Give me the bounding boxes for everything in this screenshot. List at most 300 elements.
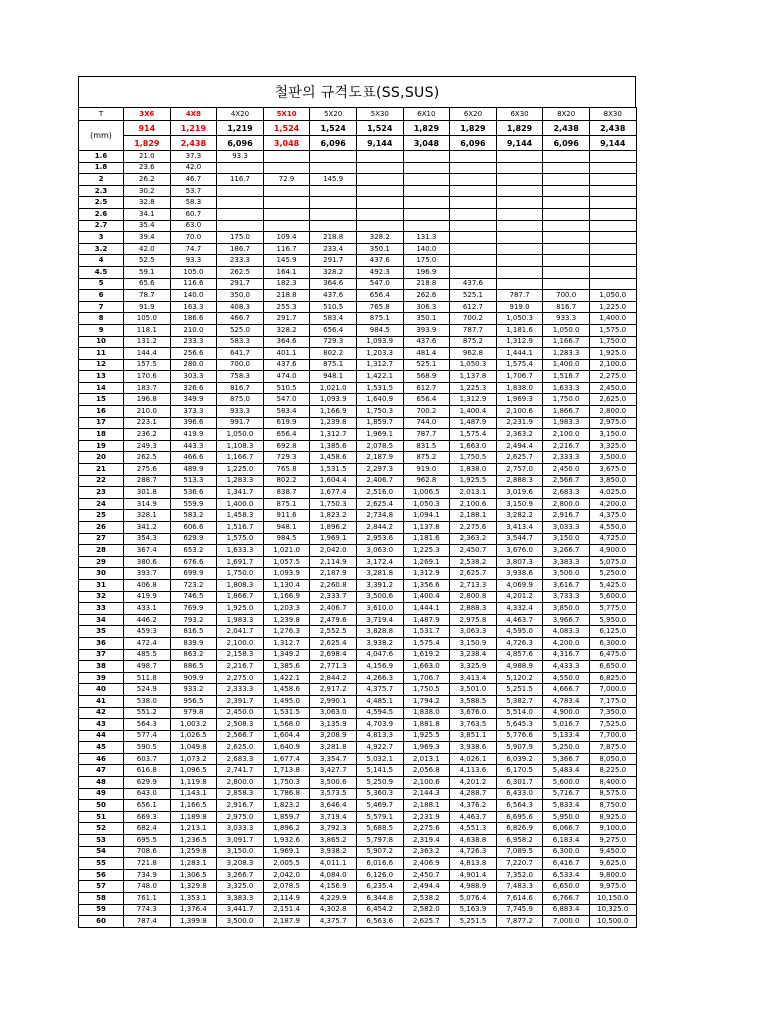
thickness-cell: 5 [79, 278, 124, 290]
weight-cell: 354.3 [124, 533, 171, 545]
weight-cell: 7,700.0 [589, 730, 636, 742]
weight-cell: 4,376.2 [450, 800, 497, 812]
weight-cell: 118.1 [124, 324, 171, 336]
weight-cell: 911.6 [263, 510, 310, 522]
weight-cell: 3,383.3 [543, 556, 590, 568]
weight-cell: 1,983.3 [217, 614, 264, 626]
weight-cell: 42.0 [124, 243, 171, 255]
size-header-row [79, 108, 637, 121]
weight-cell: 7,089.5 [496, 846, 543, 858]
thickness-cell: 3 [79, 232, 124, 244]
weight-cell: 1,531.7 [403, 626, 450, 638]
weight-cell: 656.4 [356, 290, 403, 302]
table-row [79, 232, 637, 244]
weight-cell: 787.7 [450, 324, 497, 336]
thickness-cell: 25 [79, 510, 124, 522]
weight-cell: 1,677.4 [310, 487, 357, 499]
weight-cell: 8,575.0 [589, 788, 636, 800]
weight-cell [589, 243, 636, 255]
weight-cell: 1,057.5 [263, 556, 310, 568]
page-title: 철판의 규격도표(SS,SUS) [78, 76, 636, 107]
weight-cell: 3,500.6 [310, 777, 357, 789]
weight-cell: 1,750.5 [450, 452, 497, 464]
weight-cell: 3,616.7 [543, 579, 590, 591]
weight-cell: 1,750.0 [589, 336, 636, 348]
weight-cell [450, 220, 497, 232]
weight-cell: 291.7 [217, 278, 264, 290]
weight-cell: 2,100.0 [543, 429, 590, 441]
weight-cell: 758.3 [217, 371, 264, 383]
weight-cell: 7,614.6 [496, 893, 543, 905]
weight-cell: 3,150.0 [217, 846, 264, 858]
weight-cell: 59.1 [124, 266, 171, 278]
weight-cell: 3,281.8 [356, 568, 403, 580]
thickness-cell: 21 [79, 464, 124, 476]
weight-cell: 4,726.3 [496, 637, 543, 649]
weight-cell: 492.3 [356, 266, 403, 278]
weight-cell: 116.7 [217, 174, 264, 186]
weight-cell: 583.4 [310, 313, 357, 325]
weight-cell: 489.9 [170, 464, 217, 476]
weight-cell [356, 208, 403, 220]
weight-cell: 341.2 [124, 522, 171, 534]
table-row [79, 522, 637, 534]
weight-cell: 761.1 [124, 893, 171, 905]
weight-cell: 2,144.3 [403, 788, 450, 800]
thickness-cell: 56 [79, 869, 124, 881]
weight-cell: 6,183.4 [543, 835, 590, 847]
weight-cell: 984.5 [356, 324, 403, 336]
weight-cell: 401.1 [263, 348, 310, 360]
weight-cell: 163.3 [170, 301, 217, 313]
weight-cell: 2,625.7 [496, 452, 543, 464]
weight-cell: 5,016.7 [543, 719, 590, 731]
table-row [79, 394, 637, 406]
size-header-cell: 6X10 [403, 108, 450, 121]
table-row [79, 626, 637, 638]
weight-cell: 2,494.4 [496, 440, 543, 452]
weight-cell: 3,033.3 [217, 823, 264, 835]
weight-cell: 2,450.7 [403, 869, 450, 881]
weight-cell: 510.5 [310, 301, 357, 313]
weight-cell: 1,808.3 [217, 579, 264, 591]
weight-cell: 1,750.3 [310, 498, 357, 510]
weight-cell: 1,925.0 [589, 348, 636, 360]
weight-cell [450, 232, 497, 244]
weight-cell: 3,413.4 [496, 522, 543, 534]
width-cell: 1,829 [496, 121, 543, 136]
thickness-cell: 29 [79, 556, 124, 568]
weight-cell: 218.8 [403, 278, 450, 290]
weight-cell: 3,588.5 [450, 695, 497, 707]
weight-cell: 793.2 [170, 614, 217, 626]
weight-cell: 2,100.0 [589, 359, 636, 371]
weight-cell: 875.1 [310, 359, 357, 371]
table-row [79, 765, 637, 777]
thickness-cell: 28 [79, 545, 124, 557]
weight-cell: 3,500.0 [589, 452, 636, 464]
weight-cell: 577.4 [124, 730, 171, 742]
weight-cell: 466.6 [170, 452, 217, 464]
weight-cell: 1,495.0 [263, 695, 310, 707]
weight-cell: 5,600.0 [543, 777, 590, 789]
weight-cell [496, 255, 543, 267]
thickness-cell: 32 [79, 591, 124, 603]
thickness-cell: 18 [79, 429, 124, 441]
weight-cell: 3,391.2 [356, 579, 403, 591]
weight-cell: 3,573.5 [310, 788, 357, 800]
weight-cell: 3,733.3 [543, 591, 590, 603]
table-row [79, 742, 637, 754]
thickness-cell: 49 [79, 788, 124, 800]
table-row [79, 464, 637, 476]
weight-cell: 4,011.1 [310, 858, 357, 870]
weight-cell: 5,716.7 [543, 788, 590, 800]
weight-cell: 4,375.7 [356, 684, 403, 696]
weight-cell: 4,901.4 [450, 869, 497, 881]
weight-cell: 2,975.8 [450, 614, 497, 626]
table-row [79, 719, 637, 731]
weight-cell: 3,938.2 [356, 637, 403, 649]
table-row [79, 197, 637, 209]
weight-cell [217, 185, 264, 197]
weight-cell: 5,120.2 [496, 672, 543, 684]
thickness-cell: 16 [79, 406, 124, 418]
weight-cell: 6,650.0 [589, 661, 636, 673]
weight-cell: 6,344.8 [356, 893, 403, 905]
table-row [79, 336, 637, 348]
weight-cell [496, 232, 543, 244]
weight-cell: 769.9 [170, 603, 217, 615]
weight-cell: 2,100.6 [403, 777, 450, 789]
table-row [79, 324, 637, 336]
weight-cell: 3,938.2 [310, 846, 357, 858]
weight-cell: 23.6 [124, 162, 171, 174]
table-row [79, 162, 637, 174]
weight-cell: 2,114.9 [310, 556, 357, 568]
table-row [79, 498, 637, 510]
weight-cell: 5,775.0 [589, 603, 636, 615]
weight-cell: 364.6 [263, 336, 310, 348]
thickness-cell: 40 [79, 684, 124, 696]
weight-cell: 4,316.7 [543, 649, 590, 661]
weight-cell: 1,353.1 [170, 893, 217, 905]
table-row [79, 371, 637, 383]
weight-cell: 4,813.8 [450, 858, 497, 870]
weight-cell: 5,163.9 [450, 904, 497, 916]
width-cell: 1,829 [403, 121, 450, 136]
weight-cell [310, 162, 357, 174]
weight-cell: 875.0 [217, 394, 264, 406]
weight-cell: 5,833.4 [543, 800, 590, 812]
thickness-cell: 12 [79, 359, 124, 371]
thickness-cell: 46 [79, 753, 124, 765]
thickness-cell: 8 [79, 313, 124, 325]
weight-cell [496, 185, 543, 197]
weight-cell: 2,151.4 [263, 904, 310, 916]
weight-cell: 2,231.9 [496, 417, 543, 429]
length-cell: 2,438 [170, 136, 217, 151]
table-row [79, 591, 637, 603]
weight-cell: 2,013.1 [403, 753, 450, 765]
weight-cell: 131.2 [124, 336, 171, 348]
weight-cell: 3,135.9 [310, 719, 357, 731]
weight-cell: 1,604.4 [310, 475, 357, 487]
weight-cell: 1,050.3 [403, 498, 450, 510]
weight-cell [589, 162, 636, 174]
weight-cell: 3,354.7 [310, 753, 357, 765]
weight-cell: 2,187.9 [263, 916, 310, 928]
weight-cell: 4,302.8 [310, 904, 357, 916]
table-row [79, 406, 637, 418]
weight-cell: 3,676.0 [450, 707, 497, 719]
length-cell: 3,048 [403, 136, 450, 151]
weight-cell: 3,719.4 [356, 614, 403, 626]
weight-cell [496, 208, 543, 220]
weight-cell: 4,783.4 [543, 695, 590, 707]
weight-cell: 34.1 [124, 208, 171, 220]
weight-cell: 78.7 [124, 290, 171, 302]
weight-cell: 606.6 [170, 522, 217, 534]
weight-cell: 933.3 [217, 406, 264, 418]
weight-cell: 1,021.0 [310, 382, 357, 394]
thickness-cell: 11 [79, 348, 124, 360]
weight-cell: 446.2 [124, 614, 171, 626]
table-row [79, 568, 637, 580]
weight-cell: 962.8 [403, 475, 450, 487]
thickness-cell: 10 [79, 336, 124, 348]
weight-cell: 196.9 [403, 266, 450, 278]
weight-cell: 1,531.5 [356, 382, 403, 394]
weight-cell: 1,575.0 [589, 324, 636, 336]
weight-cell: 2,566.7 [543, 475, 590, 487]
weight-cell: 802.2 [263, 475, 310, 487]
weight-cell: 6,564.3 [496, 800, 543, 812]
thickness-cell: 39 [79, 672, 124, 684]
weight-cell: 437.6 [263, 359, 310, 371]
weight-cell: 1,356.6 [403, 579, 450, 591]
weight-cell: 393.7 [124, 568, 171, 580]
weight-cell: 3,500.0 [217, 916, 264, 928]
weight-cell [589, 232, 636, 244]
weight-cell [217, 208, 264, 220]
weight-cell: 393.9 [403, 324, 450, 336]
weight-cell: 175.0 [217, 232, 264, 244]
weight-cell: 4,666.7 [543, 684, 590, 696]
length-row [79, 136, 637, 151]
weight-cell: 4,550.0 [543, 672, 590, 684]
thickness-cell: 53 [79, 835, 124, 847]
weight-cell: 1,312.7 [310, 429, 357, 441]
thickness-cell: 2.5 [79, 197, 124, 209]
weight-cell: 1,531.5 [263, 707, 310, 719]
weight-cell: 3,150.9 [450, 637, 497, 649]
weight-cell: 1,400.4 [450, 406, 497, 418]
weight-cell: 72.9 [263, 174, 310, 186]
weight-cell: 1,400.4 [403, 591, 450, 603]
weight-cell [356, 220, 403, 232]
weight-cell: 8,925.0 [589, 811, 636, 823]
weight-cell: 1,487.9 [450, 417, 497, 429]
weight-cell: 2,363.2 [496, 429, 543, 441]
weight-cell [543, 162, 590, 174]
weight-cell: 262.5 [217, 266, 264, 278]
weight-cell: 218.8 [263, 290, 310, 302]
weight-cell: 367.4 [124, 545, 171, 557]
weight-cell: 5,645.3 [496, 719, 543, 731]
weight-cell: 2,916.7 [217, 800, 264, 812]
weight-cell: 1,750.3 [263, 777, 310, 789]
weight-cell: 1,093.9 [263, 568, 310, 580]
weight-cell: 3,500.0 [543, 568, 590, 580]
weight-cell: 734.9 [124, 869, 171, 881]
weight-cell: 2,216.7 [217, 661, 264, 673]
weight-cell [543, 243, 590, 255]
thickness-cell: 54 [79, 846, 124, 858]
weight-cell [543, 185, 590, 197]
weight-cell: 2,757.0 [496, 464, 543, 476]
weight-cell: 1,376.4 [170, 904, 217, 916]
thickness-cell: 24 [79, 498, 124, 510]
weight-cell: 765.8 [263, 464, 310, 476]
weight-cell: 7,483.3 [496, 881, 543, 893]
weight-cell: 1,306.5 [170, 869, 217, 881]
table-row [79, 672, 637, 684]
weight-cell [496, 197, 543, 209]
weight-cell: 875.1 [356, 313, 403, 325]
weight-cell: 140.0 [170, 290, 217, 302]
weight-cell: 6,170.5 [496, 765, 543, 777]
weight-cell: 2,275.0 [217, 672, 264, 684]
weight-cell: 4,725.0 [589, 533, 636, 545]
weight-cell: 643.0 [124, 788, 171, 800]
weight-cell: 6,126.0 [356, 869, 403, 881]
weight-cell: 10,500.0 [589, 916, 636, 928]
weight-cell: 3,019.6 [496, 487, 543, 499]
weight-cell: 2,333.3 [543, 452, 590, 464]
weight-cell: 933.2 [170, 684, 217, 696]
weight-cell: 2,683.3 [217, 753, 264, 765]
weight-cell: 6,300.0 [589, 637, 636, 649]
length-cell: 9,144 [496, 136, 543, 151]
weight-cell: 2,188.1 [403, 800, 450, 812]
weight-cell: 1,896.2 [310, 522, 357, 534]
weight-cell: 2,188.1 [450, 510, 497, 522]
table-row [79, 533, 637, 545]
weight-cell: 408.3 [217, 301, 264, 313]
weight-cell: 373.3 [170, 406, 217, 418]
weight-cell: 1,750.0 [543, 394, 590, 406]
weight-cell: 1,750.5 [403, 684, 450, 696]
weight-cell [356, 162, 403, 174]
weight-cell: 218.8 [310, 232, 357, 244]
weight-cell [589, 255, 636, 267]
weight-cell: 1,925.5 [403, 730, 450, 742]
weight-cell: 629.9 [124, 777, 171, 789]
weight-cell: 3,063.0 [356, 545, 403, 557]
weight-cell: 1,283.3 [543, 348, 590, 360]
weight-cell [310, 220, 357, 232]
length-cell: 3,048 [263, 136, 310, 151]
weight-cell: 52.5 [124, 255, 171, 267]
weight-cell [403, 197, 450, 209]
weight-cell: 2,100.6 [496, 406, 543, 418]
weight-cell: 4,375.0 [589, 510, 636, 522]
weight-cell: 1,108.3 [217, 440, 264, 452]
weight-cell: 1,093.9 [356, 336, 403, 348]
table-row [79, 510, 637, 522]
weight-cell: 2,975.0 [217, 811, 264, 823]
weight-cell: 723.2 [170, 579, 217, 591]
width-cell: 1,829 [450, 121, 497, 136]
thickness-cell: 58 [79, 893, 124, 905]
table-row [79, 556, 637, 568]
weight-cell [543, 220, 590, 232]
weight-cell: 875.2 [450, 336, 497, 348]
weight-cell: 669.3 [124, 811, 171, 823]
weight-cell: 2,625.7 [450, 568, 497, 580]
weight-cell: 1,312.7 [356, 359, 403, 371]
weight-cell: 6,825.0 [589, 672, 636, 684]
table-row [79, 893, 637, 905]
weight-cell: 2,916.7 [543, 510, 590, 522]
weight-cell: 7,220.7 [496, 858, 543, 870]
weight-cell: 909.9 [170, 672, 217, 684]
weight-cell: 157.5 [124, 359, 171, 371]
weight-cell: 2,260.8 [310, 579, 357, 591]
thickness-cell: 57 [79, 881, 124, 893]
weight-cell: 4,813.3 [356, 730, 403, 742]
weight-cell: 2,406.7 [356, 475, 403, 487]
weight-cell: 2,319.4 [403, 835, 450, 847]
weight-cell: 380.6 [124, 556, 171, 568]
weight-cell: 1,312.7 [263, 637, 310, 649]
weight-cell: 948.1 [263, 522, 310, 534]
thickness-cell: 50 [79, 800, 124, 812]
weight-cell: 262.5 [124, 452, 171, 464]
weight-cell: 2,975.0 [589, 417, 636, 429]
weight-cell: 350.1 [403, 313, 450, 325]
weight-cell: 5,075.0 [589, 556, 636, 568]
weight-cell: 1,640.9 [263, 742, 310, 754]
weight-cell: 1,225.0 [589, 301, 636, 313]
weight-cell [356, 151, 403, 163]
length-cell: 9,144 [356, 136, 403, 151]
weight-cell: 7,175.0 [589, 695, 636, 707]
weight-cell: 1,385.6 [310, 440, 357, 452]
weight-cell: 105.0 [170, 266, 217, 278]
weight-cell: 1,049.8 [170, 742, 217, 754]
thickness-cell: 59 [79, 904, 124, 916]
weight-cell: 1,823.2 [310, 510, 357, 522]
weight-cell: 4,201.2 [450, 777, 497, 789]
weight-cell: 1,633.3 [217, 545, 264, 557]
weight-cell: 2,800.0 [543, 498, 590, 510]
length-cell: 6,096 [543, 136, 590, 151]
weight-cell: 1,444.1 [496, 348, 543, 360]
weight-cell: 525.0 [217, 324, 264, 336]
weight-cell: 4,288.7 [450, 788, 497, 800]
weight-cell: 4,551.3 [450, 823, 497, 835]
weight-cell: 708.6 [124, 846, 171, 858]
table-row [79, 858, 637, 870]
weight-cell [543, 232, 590, 244]
weight-cell [263, 208, 310, 220]
weight-cell: 4,375.7 [310, 916, 357, 928]
thickness-cell: 44 [79, 730, 124, 742]
weight-cell: 6,958.2 [496, 835, 543, 847]
weight-cell: 1,663.0 [403, 661, 450, 673]
